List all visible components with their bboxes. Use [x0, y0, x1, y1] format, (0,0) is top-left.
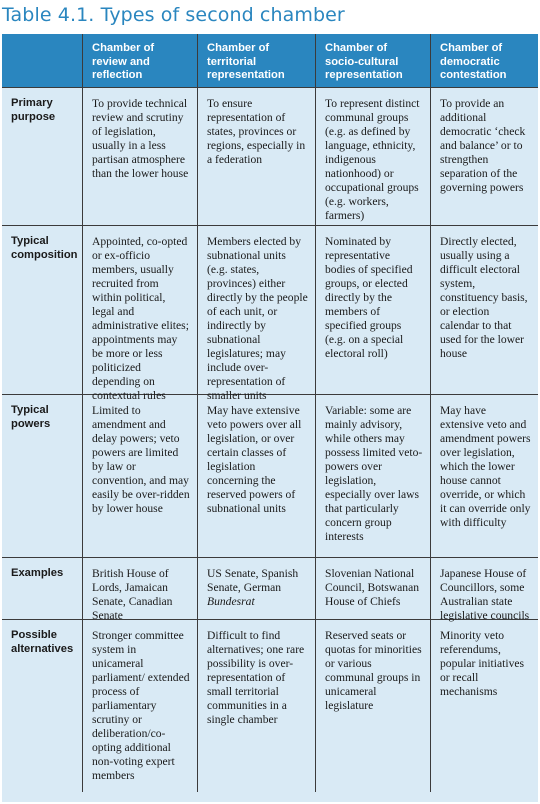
column-header-review: Chamber of review and reflection: [83, 34, 198, 88]
table-cell: Members elected by subnational units (e.g. states, provinces) either directly by the people of each unit, or indirectly by subnational legislatures; may include over-representation of smaller units: [198, 226, 316, 395]
table-cell: Appointed, co-opted or ex-officio members, usually recruited from within political, legal and administrative elites; appointments may be more or less politicized depending on contextual rules: [83, 226, 198, 395]
table-cell: Difficult to find alternatives; one rare possibility is over-representation of small territorial communities in a single chamber: [198, 620, 316, 792]
table-cell: To represent distinct communal groups (e.g. as defined by language, ethnicity, indigenous nationhood) or occupational groups (e.g. workers, farmers): [316, 88, 431, 226]
table-cell: To provide an additional democratic ‘check and balance’ or to strengthen separation of the governing powers: [431, 88, 538, 226]
table-cell: Slovenian National Council, Botswanan House of Chiefs: [316, 558, 431, 620]
row-label-typical-composition: Typical composition: [2, 226, 83, 395]
table-cell: British House of Lords, Jamaican Senate, Canadian Senate: [83, 558, 198, 620]
table-cell-text: US Senate, Spanish Senate, German: [207, 567, 299, 594]
table-cell: Japanese House of Councillors, some Australian state legislative councils: [431, 558, 538, 620]
table-title: Table 4.1. Types of second chamber: [2, 4, 345, 26]
table-cell: [198, 558, 316, 620]
table-cell: Variable: some are mainly advisory, while others may possess limited veto-powers over legislation, especially over laws that particularly concern group interests: [316, 395, 431, 558]
bundesrat-emphasis: Bundesrat: [207, 595, 255, 608]
table-cell: Directly elected, usually using a difficult electoral system, constituency basis, or election calendar to that used for the lower house: [431, 226, 538, 395]
table-cell: May have extensive veto and amendment powers over legislation, which the lower house cannot override, or which it can override only with difficulty: [431, 395, 538, 558]
table-cell: Minority veto referendums, popular initiatives or recall mechanisms: [440, 629, 525, 698]
row-label-possible-alternatives: Possible alternatives: [2, 620, 83, 792]
header-corner: [2, 34, 83, 88]
table-cell: To ensure representation of states, provinces or regions, especially in a federation: [198, 88, 316, 226]
second-chamber-table: [2, 34, 538, 802]
row-label-examples: Examples: [2, 558, 83, 620]
table-cell: Stronger committee system in unicameral parliament/ extended process of parliamentary scrutiny or deliberation/co-opting additional non-voting expert members: [83, 620, 198, 792]
column-header-democratic: Chamber of democratic contestation: [431, 34, 538, 88]
table-cell: Limited to amendment and delay powers; veto powers are limited by law or convention, and may easily be over-ridden by lower house: [83, 395, 198, 558]
row-label-primary-purpose: Primary purpose: [2, 88, 83, 226]
column-header-socio-cultural: Chamber of socio-cultural representation: [316, 34, 431, 88]
row-label-typical-powers: Typical powers: [2, 395, 83, 558]
table-cell: To provide technical review and scrutiny of legislation, usually in a less partisan atmosphere than the lower house: [83, 88, 198, 226]
column-header-territorial: Chamber of territorial representation: [198, 34, 316, 88]
table-cell: Reserved seats or quotas for minorities or various communal groups in unicameral legislature: [316, 620, 431, 792]
table-cell: May have extensive veto powers over all legislation, or over certain classes of legislation concerning the reserved powers of subnational units: [198, 395, 316, 558]
table-cell: Nominated by representative bodies of specified groups, or elected directly by the members of specified groups (e.g. on a special electoral roll): [316, 226, 431, 395]
